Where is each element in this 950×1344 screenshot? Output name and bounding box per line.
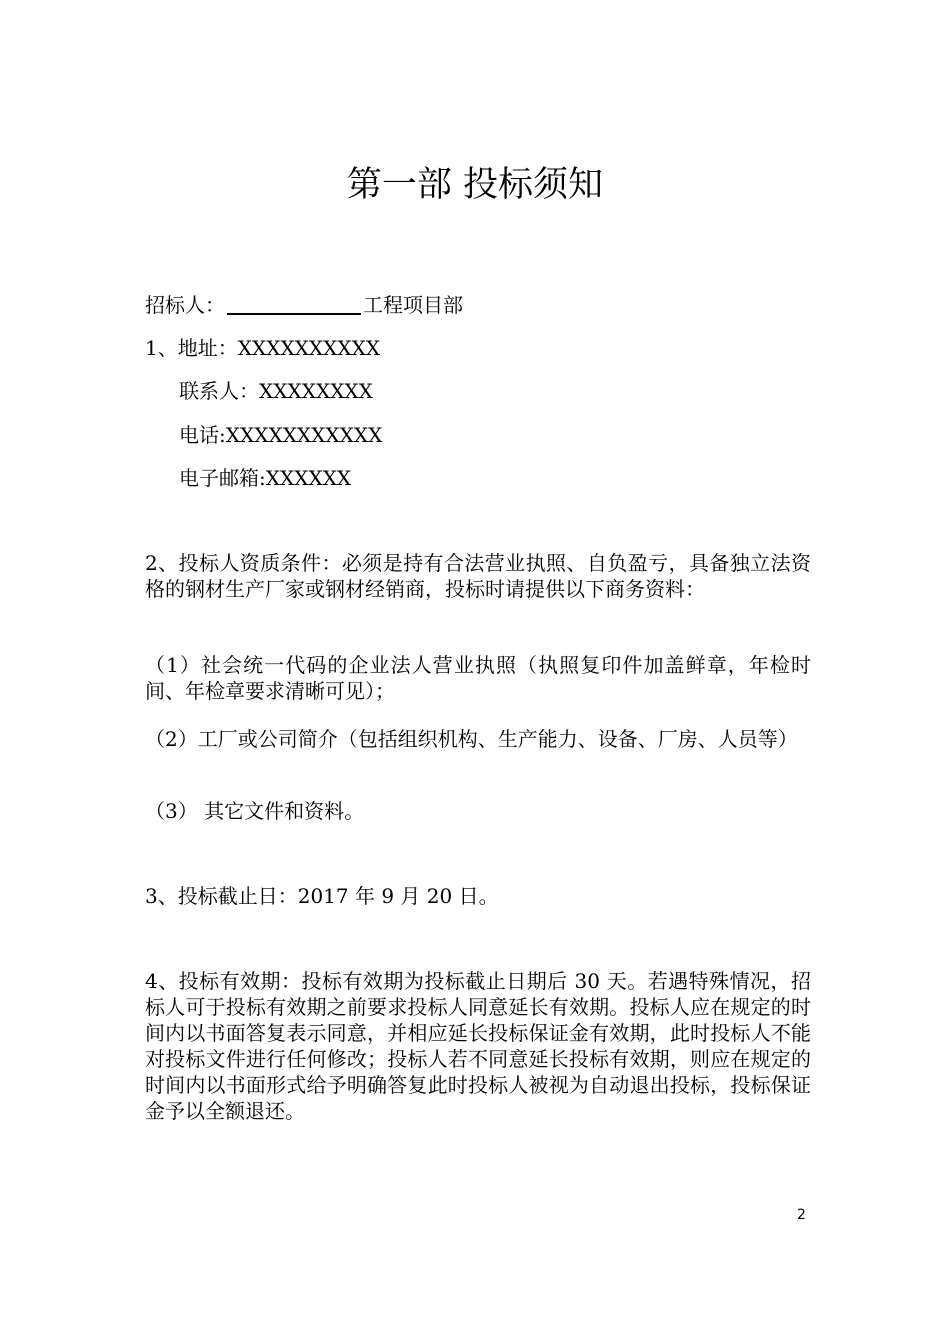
requirement-item-3: （3） 其它文件和资料。 (145, 799, 365, 823)
requirement-item-2: （2）工厂或公司简介（包括组织机构、生产能力、设备、厂房、人员等） (145, 727, 798, 751)
requirement-item-1: （1）社会统一代码的企业法人营业执照（执照复印件加盖鲜章，年检时间、年检章要求清晰可见）； (145, 653, 811, 703)
phone-line: 电话:XXXXXXXXXXX (179, 423, 383, 447)
validity-paragraph: 4、投标有效期：投标有效期为投标截止日期后 30 天。若遇特殊情况，招标人可于投标有效期之前要求投标人同意延长有效期。投标人应在规定的时间内以书面答复表示同意，并相应延长投标保证金有效期，此时投标人不能对投标文件进行任何修改；投标人若不同意延长投标有效期，则应在规定的时间内以书面形式给予明确答复此时投标人被视为自动退出投标，投标保证金予以全额退还。 (145, 969, 811, 1123)
tenderer-blank (227, 293, 361, 315)
address-line: 1、地址：XXXXXXXXXX (145, 336, 381, 360)
tenderer-label: 招标人： (145, 293, 225, 317)
page-number: 2 (797, 1207, 806, 1223)
page-title: 第一部 投标须知 (346, 165, 604, 205)
qualification-intro: 2、投标人资质条件：必须是持有合法营业执照、自负盈亏，具备独立法资格的钢材生产厂家或钢材经销商，投标时请提供以下商务资料： (145, 551, 811, 601)
tenderer-line (145, 292, 463, 318)
deadline-paragraph: 3、投标截止日：2017 年 9 月 20 日。 (145, 884, 499, 908)
tenderer-suffix: 工程项目部 (363, 293, 463, 317)
email-line: 电子邮箱:XXXXXX (179, 466, 352, 490)
contact-person-line: 联系人：XXXXXXXX (179, 379, 373, 403)
